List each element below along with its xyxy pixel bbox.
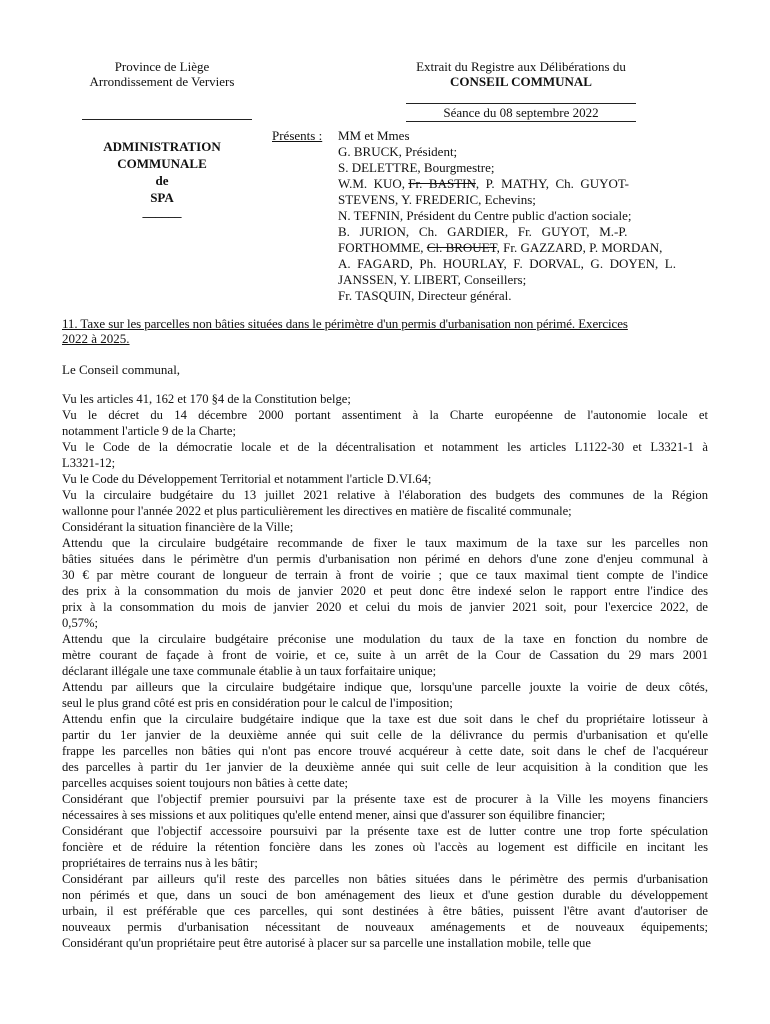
- seance-top-rule: [406, 103, 636, 104]
- body-line: nouveaux permis d'urbanisation nécessitant de nouveaux aménagements et de nouveaux équipements;: [62, 920, 708, 934]
- header-extract: Extrait du Registre aux Délibérations du: [416, 59, 626, 74]
- body-text: [62, 391, 708, 951]
- agenda-title-line-1: 11. Taxe sur les parcelles non bâties situées dans le périmètre d'un permis d'urbanisation non périmé. Exercices: [62, 316, 628, 331]
- body-line: 0,57%;: [62, 616, 99, 630]
- body-line: non périmés et que, dans un souci de bon aménagement des lieux et d'une gestion durable du développement: [62, 888, 708, 902]
- body-line: des parcelles à partir du 1er janvier de la deuxième année qui suit celle de leur acquisition à la condition que les: [62, 760, 708, 774]
- body-line: foncière et de réduire la rétention foncière dans les zones où l'accès au logement est difficile en incitant les: [62, 840, 708, 854]
- presents-echevins-cont: STEVENS, Y. FREDERIC, Echevins;: [338, 192, 536, 207]
- presents-echevins-line: [338, 176, 708, 192]
- header-council: CONSEIL COMMUNAL: [450, 74, 592, 89]
- body-line: Vu la circulaire budgétaire du 13 juillet 2021 relative à l'élaboration des budgets des communes de la Région: [62, 488, 708, 502]
- header-arrondissement: Arrondissement de Verviers: [89, 74, 235, 89]
- body-line: Considérant qu'un propriétaire peut être autorisé à placer sur sa parcelle une installation mobile, telle que: [62, 936, 591, 950]
- body-line: wallonne pour l'année 2022 et plus particulièrement les directives en matière de fiscalité communale;: [62, 504, 572, 518]
- echevins-part-a: W.M. KUO,: [338, 176, 406, 191]
- presents-conseillers-4: JANSSEN, Y. LIBERT, Conseillers;: [338, 272, 527, 287]
- body-line: Vu les articles 41, 162 et 170 §4 de la Constitution belge;: [62, 392, 351, 406]
- presents-list: [338, 128, 708, 304]
- presents-conseillers-3: A. FAGARD, Ph. HOURLAY, F. DORVAL, G. DOYEN, L.: [338, 256, 676, 271]
- presents-label: Présents :: [272, 128, 323, 143]
- body-line: parcelles acquises soient toujours non bâties à cette date;: [62, 776, 349, 790]
- presents-bourgmestre: S. DELETTRE, Bourgmestre;: [338, 160, 495, 175]
- left-header-rule: [82, 119, 252, 120]
- header-seance: Séance du 08 septembre 2022: [443, 105, 599, 120]
- presents-intro: MM et Mmes: [338, 128, 410, 143]
- header-province: Province de Liège: [114, 59, 210, 74]
- admin-line-2: COMMUNALE: [117, 156, 207, 171]
- body-line: Considérant la situation financière de la Ville;: [62, 520, 294, 534]
- body-line: L3321-12;: [62, 456, 116, 470]
- admin-underline: ______: [142, 204, 182, 219]
- struck-name-bastin: Fr. BASTIN: [408, 176, 476, 191]
- presents-conseillers-1: B. JURION, Ch. GARDIER, Fr. GUYOT, M.-P.: [338, 224, 628, 239]
- body-line: prix à la consommation du mois de janvier 2020 et celui du mois de janvier 2021 soit, pour l'exercice 2022, de: [62, 600, 708, 614]
- admin-line-4: SPA: [150, 190, 174, 205]
- body-line: bâties situées dans le périmètre d'un permis d'urbanisation non périmé en dehors d'une zone d'enjeu communal à: [62, 552, 708, 566]
- presents-directeur: Fr. TASQUIN, Directeur général.: [338, 288, 512, 303]
- body-line: Vu le décret du 14 décembre 2000 portant assentiment à la Charte européenne de l'autonomie locale et: [62, 408, 708, 422]
- body-line: Vu le Code du Développement Territorial et notamment l'article D.VI.64;: [62, 472, 432, 486]
- conseillers-part-b2: , Fr. GAZZARD, P. MORDAN,: [496, 240, 663, 255]
- body-line: Attendu que la circulaire budgétaire préconise une modulation du taux de la taxe en fonction du nombre de: [62, 632, 708, 646]
- presents-cpas: N. TEFNIN, Président du Centre public d'action sociale;: [338, 208, 632, 223]
- body-line: Vu le Code de la démocratie locale et de la décentralisation et notamment les articles L1122-30 et L3321-1 à: [62, 440, 708, 454]
- council-opening: Le Conseil communal,: [62, 362, 181, 377]
- body-line: Considérant que l'objectif premier poursuivi par la présente taxe est de procurer à la Ville les moyens financiers: [62, 792, 708, 806]
- admin-line-3: de: [155, 173, 169, 188]
- body-line: 30 € par mètre courant de longueur de terrain à front de voirie ; que ce taux maximal tient compte de l'indice: [62, 568, 708, 582]
- body-line: notamment l'article 9 de la Charte;: [62, 424, 236, 438]
- body-line: Attendu que la circulaire budgétaire recommande de fixer le taux maximum de la taxe sur les parcelles non: [62, 536, 708, 550]
- body-line: urbain, il est préférable que ces parcelles, qui sont destinées à être bâties, puissent l'être avant d'autoriser de: [62, 904, 708, 918]
- body-line: frappe les parcelles non bâties qui n'ont pas encore trouvé acquéreur à cette date, soit dans le chef de l'acquéreur: [62, 744, 708, 758]
- agenda-title-line-2: 2022 à 2025.: [62, 331, 130, 346]
- body-line: Attendu enfin que la circulaire budgétaire indique que la taxe est due soit dans le chef du propriétaire lotisseur à: [62, 712, 708, 726]
- body-line: des prix à la consommation du mois de janvier 2020 et peut donc être indexé selon le rapport entre l'indice des: [62, 584, 708, 598]
- body-line: propriétaires de terrains nus à les bâtir;: [62, 856, 258, 870]
- presents-conseillers-2: [338, 240, 708, 256]
- body-line: nécessaires à ses missions et aux politiques qu'elle entend mener, ainsi que d'assurer son équilibre financier;: [62, 808, 606, 822]
- body-line: Considérant que l'objectif accessoire poursuivi par la présente taxe est de lutter contre une trop forte spéculation: [62, 824, 708, 838]
- body-line: Considérant par ailleurs qu'il reste des parcelles non bâties situées dans le périmètre des permis d'urbanisation: [62, 872, 708, 886]
- body-line: déclarant illégale une taxe communale établie à un taux forfaitaire unique;: [62, 664, 437, 678]
- body-line: mètre courant de façade à front de voirie, et ce, suite à un arrêt de la Cour de Cassation du 29 mars 2001: [62, 648, 708, 662]
- seance-bottom-rule: [406, 121, 636, 122]
- struck-name-brouet: Cl. BROUET: [426, 240, 497, 255]
- echevins-part-b: , P. MATHY, Ch. GUYOT-: [475, 176, 629, 191]
- conseillers-part-b1: FORTHOMME,: [338, 240, 424, 255]
- presents-president: G. BRUCK, Président;: [338, 144, 458, 159]
- body-line: seul le plus grand côté est pris en considération pour le calcul de l'imposition;: [62, 696, 453, 710]
- body-line: partir du 1er janvier de la deuxième année qui suit celle de la délivrance du permis d'urbanisation et qu'elle: [62, 728, 708, 742]
- body-line: Attendu par ailleurs que la circulaire budgétaire indique que, lorsqu'une parcelle jouxte la voirie de deux côtés,: [62, 680, 708, 694]
- admin-line-1: ADMINISTRATION: [103, 139, 221, 154]
